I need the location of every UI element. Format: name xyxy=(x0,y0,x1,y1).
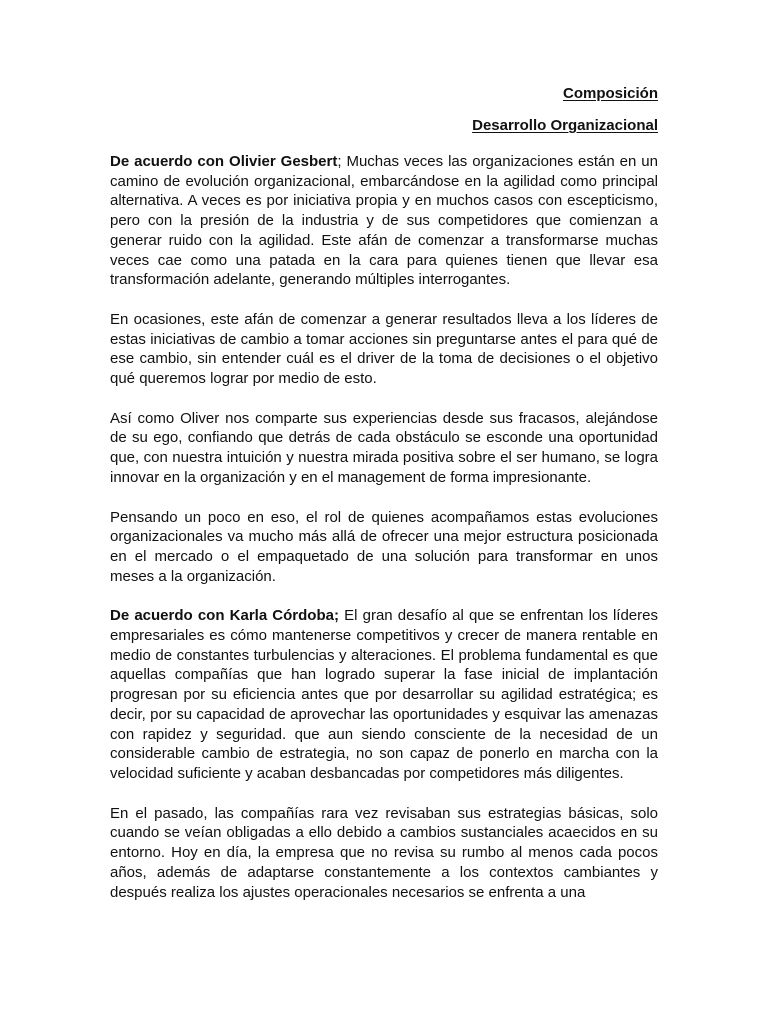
paragraph-4 xyxy=(110,508,658,587)
paragraph-lead: De acuerdo con Karla Córdoba; xyxy=(110,607,339,625)
paragraph-1 xyxy=(110,152,658,290)
paragraph-text: El gran desafío al que se enfrentan los líderes empresariales es cómo mantenerse competitivos y crecer de manera rentable en medio de constantes turbulencias y alteraciones. El problema fundamental es que aquellas compañías que han logrado superar la fase inicial de implantación progresan por su eficiencia antes que por desarrollar su agilidad estratégica; es decir, por su capacidad de aprovechar las oportunidades y esquivar las amenazas con rapidez y seguridad. que aun siendo consciente de la necesidad de un considerable cambio de estrategia, no son capaz de ponerlo en marcha con la velocidad suficiente y acaban desbancadas por competidores más diligentes. xyxy=(110,607,658,782)
paragraph-text: Así como Oliver nos comparte sus experiencias desde sus fracasos, alejándose de su ego, confiando que detrás de cada obstáculo se esconde una oportunidad que, con nuestra intuición y nuestra mirada positiva sobre el ser humano, se logra innovar en la organización y en el management de forma impresionante. xyxy=(110,409,658,486)
paragraph-text: En el pasado, las compañías rara vez revisaban sus estrategias básicas, solo cuando se veían obligadas a ello debido a cambios sustanciales acaecidos en su entorno. Hoy en día, la empresa que no revisa su rumbo al menos cada pocos años, además de adaptarse constantemente a los contextos cambiantes y después realiza los ajustes operacionales necesarios se enfrenta a una xyxy=(110,804,658,901)
document-title-text: Composición xyxy=(562,85,658,102)
paragraph-text: Pensando un poco en eso, el rol de quienes acompañamos estas evoluciones organizacionales va mucho más allá de ofrecer una mejor estructura posicionada en el mercado o el empaquetado de una solución para transformar en unos meses a la organización. xyxy=(110,508,658,585)
paragraph-6 xyxy=(110,804,658,903)
document-subtitle xyxy=(110,116,658,136)
document-title xyxy=(110,84,658,104)
paragraph-text: ; Muchas veces las organizaciones están en un camino de evolución organizacional, embarcándose en la agilidad como principal alternativa. A veces es por iniciativa propia y en muchos casos con escepticismo, pero con la presión de la industria y de sus competidores que comienzan a generar ruido con la agilidad. Este afán de comenzar a transformarse muchas veces cae como una patada en la cara para quienes tienen que llevar esa transformación adelante, generando múltiples interrogantes. xyxy=(110,153,658,289)
document-body xyxy=(110,84,658,922)
paragraph-5 xyxy=(110,606,658,783)
paragraph-2 xyxy=(110,310,658,389)
paragraph-lead: De acuerdo con Olivier Gesbert xyxy=(110,153,338,170)
paragraph-text: En ocasiones, este afán de comenzar a generar resultados lleva a los líderes de estas iniciativas de cambio a tomar acciones sin preguntarse antes el para qué de ese cambio, sin entender cuál es el driver de la toma de decisiones o el objetivo qué queremos lograr por medio de esto. xyxy=(110,310,658,388)
paragraph-3 xyxy=(110,409,658,488)
document-subtitle-text: Desarrollo Organizacional xyxy=(472,117,658,134)
